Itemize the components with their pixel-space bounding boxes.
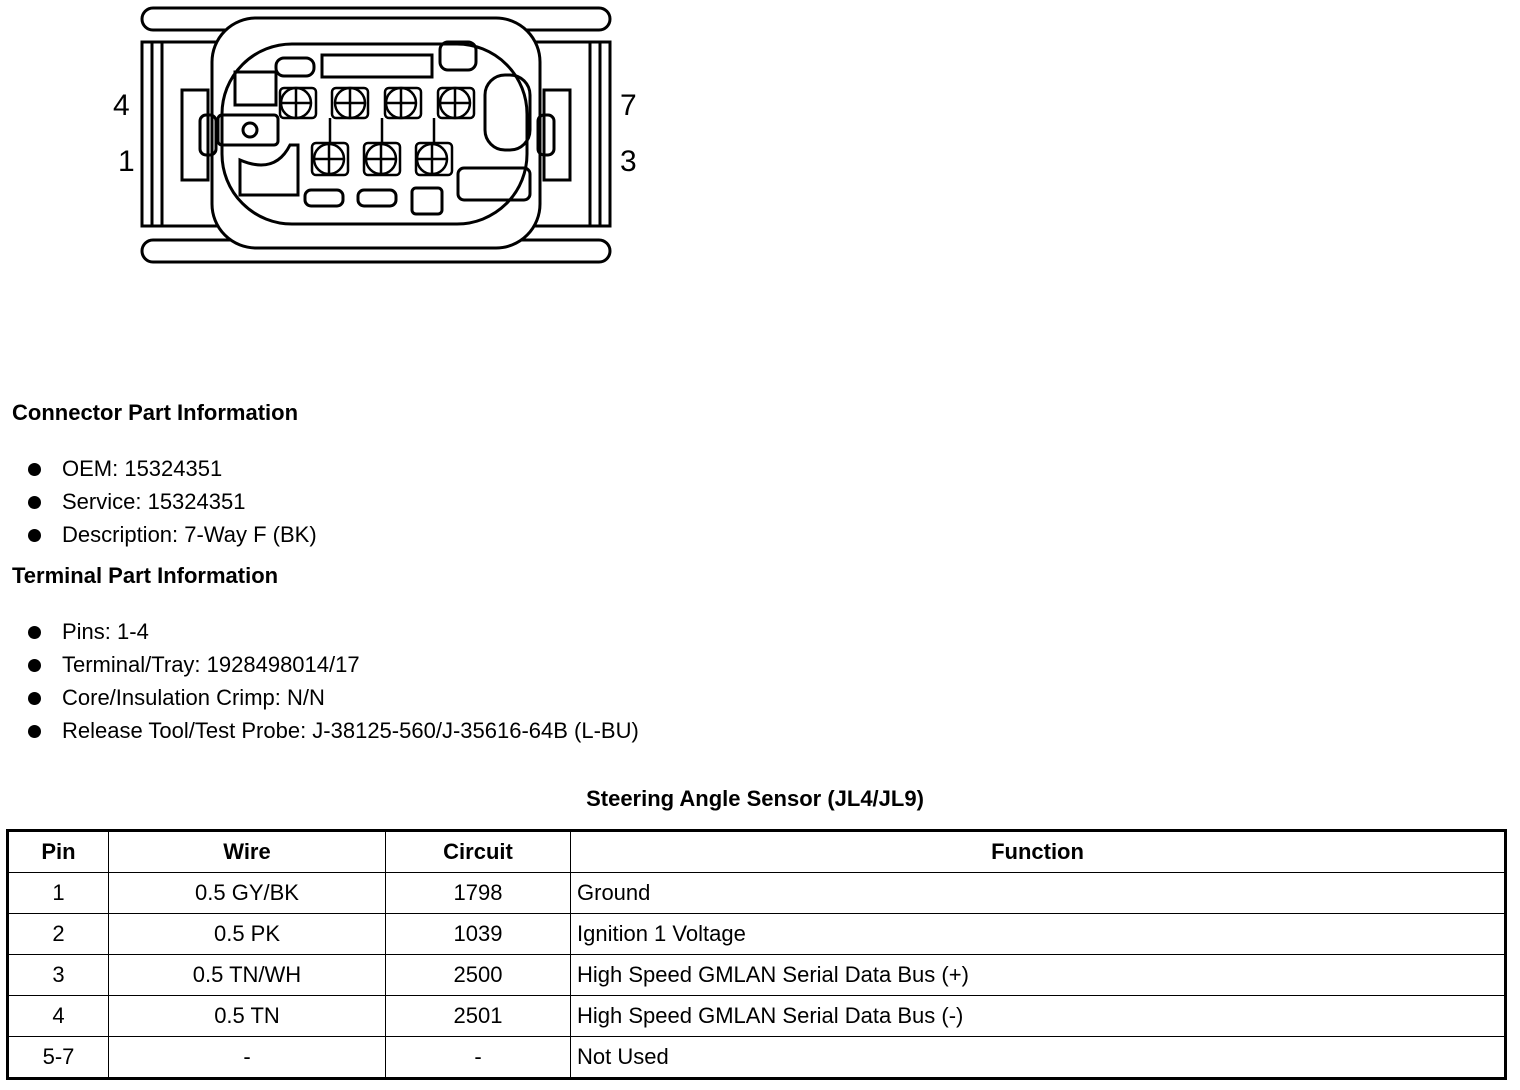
bullet-icon <box>28 463 41 476</box>
connector-face-diagram <box>100 0 660 275</box>
connector-info-list <box>28 452 317 551</box>
pin-label-7: 7 <box>620 89 637 122</box>
function-cell: High Speed GMLAN Serial Data Bus (-) <box>571 996 1506 1037</box>
list-item <box>28 452 317 485</box>
bullet-icon <box>28 692 41 705</box>
bullet-icon <box>28 659 41 672</box>
list-item <box>28 615 639 648</box>
column-header-wire: Wire <box>109 831 386 873</box>
pin-cell: 3 <box>8 955 109 996</box>
circuit-cell: 2500 <box>386 955 571 996</box>
service-item: Service: 15324351 <box>62 489 246 514</box>
wire-cell: 0.5 TN/WH <box>109 955 386 996</box>
list-item <box>28 648 639 681</box>
bullet-icon <box>28 529 41 542</box>
table-row <box>8 996 1506 1037</box>
wire-cell: - <box>109 1037 386 1079</box>
table-row <box>8 955 1506 996</box>
function-cell: Not Used <box>571 1037 1506 1079</box>
connector-outline <box>100 0 660 275</box>
table-row <box>8 914 1506 955</box>
list-item <box>28 681 639 714</box>
function-cell: High Speed GMLAN Serial Data Bus (+) <box>571 955 1506 996</box>
circuit-cell: - <box>386 1037 571 1079</box>
column-header-circuit: Circuit <box>386 831 571 873</box>
description-item: Description: 7-Way F (BK) <box>62 522 317 547</box>
pin-label-1: 1 <box>118 145 135 178</box>
bullet-icon <box>28 725 41 738</box>
column-header-function: Function <box>571 831 1506 873</box>
crimp-item: Core/Insulation Crimp: N/N <box>62 685 325 710</box>
pin-label-3: 3 <box>620 145 637 178</box>
list-item <box>28 518 317 551</box>
pins-item: Pins: 1-4 <box>62 619 149 644</box>
list-item <box>28 714 639 747</box>
table-row <box>8 873 1506 914</box>
oem-item: OEM: 15324351 <box>62 456 223 481</box>
table-title: Steering Angle Sensor (JL4/JL9) <box>586 786 924 811</box>
terminal-info-heading: Terminal Part Information <box>12 563 279 588</box>
function-cell: Ground <box>571 873 1506 914</box>
terminal-info-list <box>28 615 639 747</box>
pin-label-4: 4 <box>113 89 130 122</box>
pin-cell: 1 <box>8 873 109 914</box>
terminal-tray-item: Terminal/Tray: 1928498014/17 <box>62 652 360 677</box>
circuit-cell: 2501 <box>386 996 571 1037</box>
table-header-row <box>8 831 1506 873</box>
wire-cell: 0.5 GY/BK <box>109 873 386 914</box>
table-row <box>8 1037 1506 1079</box>
wire-cell: 0.5 PK <box>109 914 386 955</box>
pin-cell: 5-7 <box>8 1037 109 1079</box>
function-cell: Ignition 1 Voltage <box>571 914 1506 955</box>
circuit-cell: 1039 <box>386 914 571 955</box>
pin-cell: 2 <box>8 914 109 955</box>
pinout-table <box>6 829 1507 1080</box>
connector-info-heading: Connector Part Information <box>12 400 299 425</box>
bullet-icon <box>28 496 41 509</box>
list-item <box>28 485 317 518</box>
pin-cell: 4 <box>8 996 109 1037</box>
circuit-cell: 1798 <box>386 873 571 914</box>
release-tool-item: Release Tool/Test Probe: J-38125-560/J-35616-64B (L-BU) <box>62 718 639 743</box>
column-header-pin: Pin <box>8 831 109 873</box>
wire-cell: 0.5 TN <box>109 996 386 1037</box>
bullet-icon <box>28 626 41 639</box>
